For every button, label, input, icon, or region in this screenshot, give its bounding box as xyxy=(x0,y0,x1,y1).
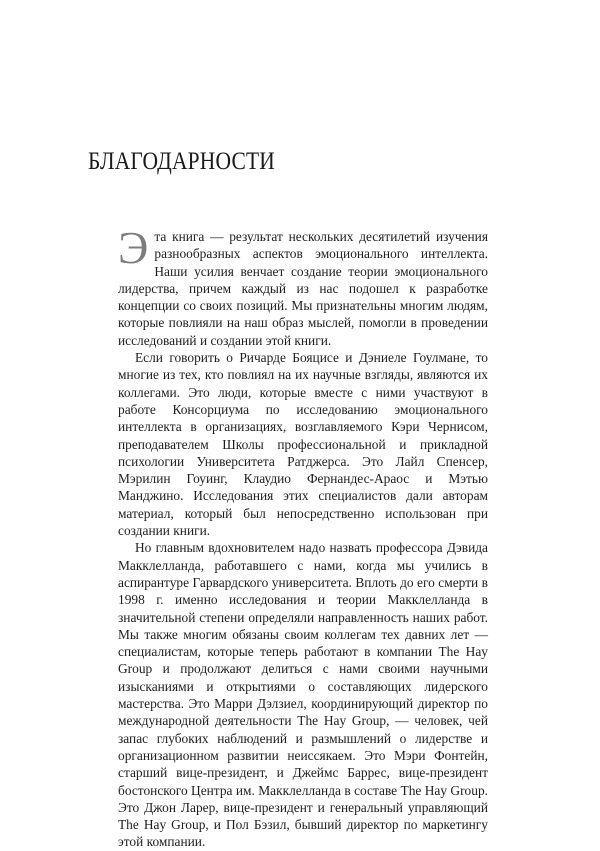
acknowledgements-body xyxy=(118,222,488,851)
paragraph-2: Если говорить о Ричарде Бояцисе и Дэниеле Гоулмане, то многие из тех, кто повлиял на их научные взгляды, являются их коллегами. Это люди, которые вместе с ними участвуют в работе Консорциума по исследованию эмоционального интеллекта в организациях, возглавляемого Кэри Чернисом, преподавателем Школы профессиональной и прикладной психологии Университета Ратджерса. Это Лайл Спенсер, Мэрилин Гоуинг, Клаудио Фернандес-Араос и Мэтью Манджино. Исследования этих специалистов дали авторам материал, который был непосредственно использован при создании книги. xyxy=(118,350,488,539)
paragraph-3: Но главным вдохновителем надо назвать профессора Дэвида Макклелланда, работавшего с нами, когда мы учились в аспирантуре Гарвардского университета. Вплоть до его смерти в 1998 г. именно исследования и теории Макклелланда в значительной степени определяли направленность наших работ. Мы также многим обязаны своим коллегам тех давних лет — специалистам, которые теперь работают в компании The Hay Group и продолжают делиться с нами своими научными изысканиями и открытиями о составляющих лидерского мастерства. Это Марри Дэлзиел, координирующий директор по международной деятельности The Hay Group, — человек, чей запас глубоких наблюдений и размышлений о лидерстве и организационном развитии неиссякаем. Это Мэри Фонтейн, старший вице-президент, и Джеймс Баррес, вице-президент бостонского Центра им. Макклелланда в составе The Hay Group. Это Джон Ларер, вице-президент и генеральный управляющий The Hay Group, и Пол Бэзил, бывший директор по маркетингу этой компании. xyxy=(118,540,488,850)
paragraph-1-text: та книга — результат нескольких десятилетий изучения разнообразных аспектов эмоционального интеллекта. Наши усилия венчает создание теории эмоционального лидерства, причем каждый из нас подошел к разработке концепции со своих позиций. Мы признательны многим людям, которые повлияли на наш образ мыслей, помогли в проведении исследований и создании этой книги. xyxy=(118,229,488,348)
page-heading: БЛАГОДАРНОСТИ xyxy=(88,148,275,175)
paragraph-1 xyxy=(118,222,488,349)
drop-cap-letter: Э xyxy=(118,222,149,273)
